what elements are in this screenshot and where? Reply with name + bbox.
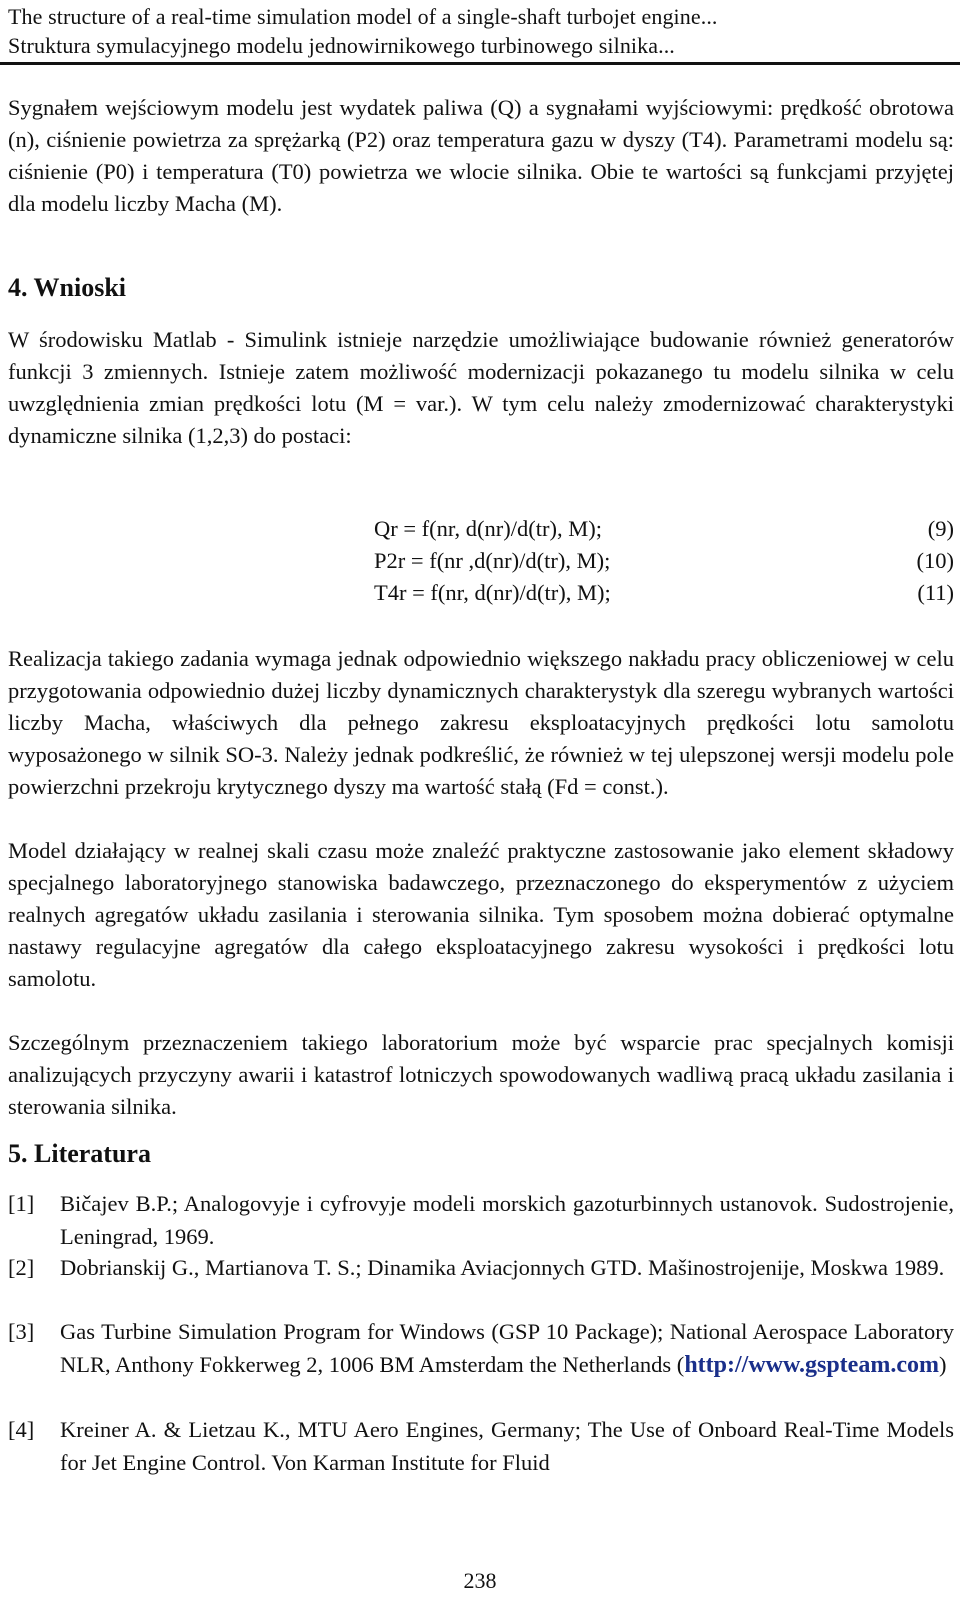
section-5-heading: 5. Literatura (8, 1139, 151, 1168)
section-4-paragraph: W środowisku Matlab - Simulink istnieje narzędzie umożliwiające budowanie również generatorów funkcji 3 zmiennych. Istnieje zatem możliwość modernizacji pokazanego tu modelu silnika w celu uwzględnienia zmian prędkości lotu (M = var.). W tym celu należy zmodernizować charakterystyki dynamiczne silnika (1,2,3) do postaci: (8, 327, 954, 448)
equation-9 (374, 513, 954, 545)
reference-text: Dobrianskij G., Martianova T. S.; Dinamika Aviacjonnych GTD. Mašinostrojenije, Moskwa 1989. (60, 1255, 945, 1280)
reference-text (60, 1315, 954, 1382)
reference-1 (8, 1187, 954, 1253)
page-number: 238 (463, 1568, 497, 1593)
paragraph-model: Model działający w realnej skali czasu może znaleźć praktyczne zastosowanie jako element składowy specjalnego laboratoryjnego stanowiska badawczego, przeznaczonego do eksperymentów z użyciem realnych agregatów układu zasilania i sterowania silnika. Tym sposobem można dobierać optymalne nastawy regulacyjne agregatów dla całego eksploatacyjnego zakresu wysokości i prędkości lotu samolotu. (8, 838, 954, 991)
equation-10 (374, 545, 954, 577)
intro-paragraph: Sygnałem wejściowym modelu jest wydatek paliwa (Q) a sygnałami wyjściowymi: prędkość obrotowa (n), ciśnienie powietrza za sprężarką (P2) oraz temperatura gazu w dyszy (T4). Parametrami modelu są: ciśnienie (P0) i temperatura (T0) powietrza we wlocie silnika. Obie te wartości są funkcjami przyjętej dla modelu liczby Macha (M). (8, 95, 954, 216)
equation-number: (9) (927, 516, 954, 541)
equation-formula: T4r = f(nr, d(nr)/d(tr), M); (374, 580, 611, 605)
running-header-english: The structure of a real-time simulation model of a single-shaft turbojet engine... (8, 4, 718, 29)
gspteam-link[interactable]: http://www.gspteam.com (684, 1352, 939, 1378)
running-header-polish: Struktura symulacyjnego modelu jednowirnikowego turbinowego silnika... (8, 33, 675, 58)
equation-11 (374, 577, 954, 609)
header-divider (0, 62, 960, 65)
equation-formula: P2r = f(nr ,d(nr)/d(tr), M); (374, 548, 611, 573)
section-4-heading: 4. Wnioski (8, 273, 127, 302)
equation-formula: Qr = f(nr, d(nr)/d(tr), M); (374, 516, 602, 541)
equation-number: (11) (917, 580, 954, 605)
reference-text-after: ) (938, 1352, 947, 1377)
reference-number: [3] (8, 1319, 35, 1344)
reference-2 (8, 1251, 954, 1284)
paragraph-realizacja: Realizacja takiego zadania wymaga jednak odpowiednio większego nakładu pracy obliczeniowej w celu przygotowania odpowiednio dużej liczby dynamicznych charakterystyk dla szeregu wybranych wartości liczby Macha, właściwych dla pełnego zakresu eksploatacyjnych prędkości lotu samolotu wyposażonego w silnik SO-3. Należy jednak podkreślić, że również w tej ulepszonej wersji modelu pole powierzchni przekroju krytycznego dyszy ma wartość stałą (Fd = const.). (8, 646, 954, 799)
reference-4 (8, 1413, 954, 1479)
reference-text: Bičajev B.P.; Analogovyje i cyfrovyje modeli morskich gazoturbinnych ustanovok. Sudostrojenie, Leningrad, 1969. (60, 1191, 954, 1249)
equation-number: (10) (916, 548, 954, 573)
reference-number: [1] (8, 1191, 35, 1216)
reference-text-before: Gas Turbine Simulation Program for Windows (GSP 10 Package); National Aerospace Laboratory NLR, Anthony Fokkerweg 2, 1006 BM Amsterdam the Netherlands ( (60, 1319, 954, 1377)
running-header (8, 2, 954, 60)
reference-number: [4] (8, 1417, 35, 1442)
paragraph-szczegolnym: Szczególnym przeznaczeniem takiego laboratorium może być wsparcie prac specjalnych komisji analizujących przyczyny awarii i katastrof lotniczych spowodowanych wadliwą pracą układu zasilania i sterowania silnika. (8, 1030, 954, 1119)
reference-text: Kreiner A. & Lietzau K., MTU Aero Engines, Germany; The Use of Onboard Real-Time Models for Jet Engine Control. Von Karman Institute for Fluid (60, 1417, 954, 1475)
reference-3 (8, 1315, 954, 1382)
reference-number: [2] (8, 1255, 35, 1280)
